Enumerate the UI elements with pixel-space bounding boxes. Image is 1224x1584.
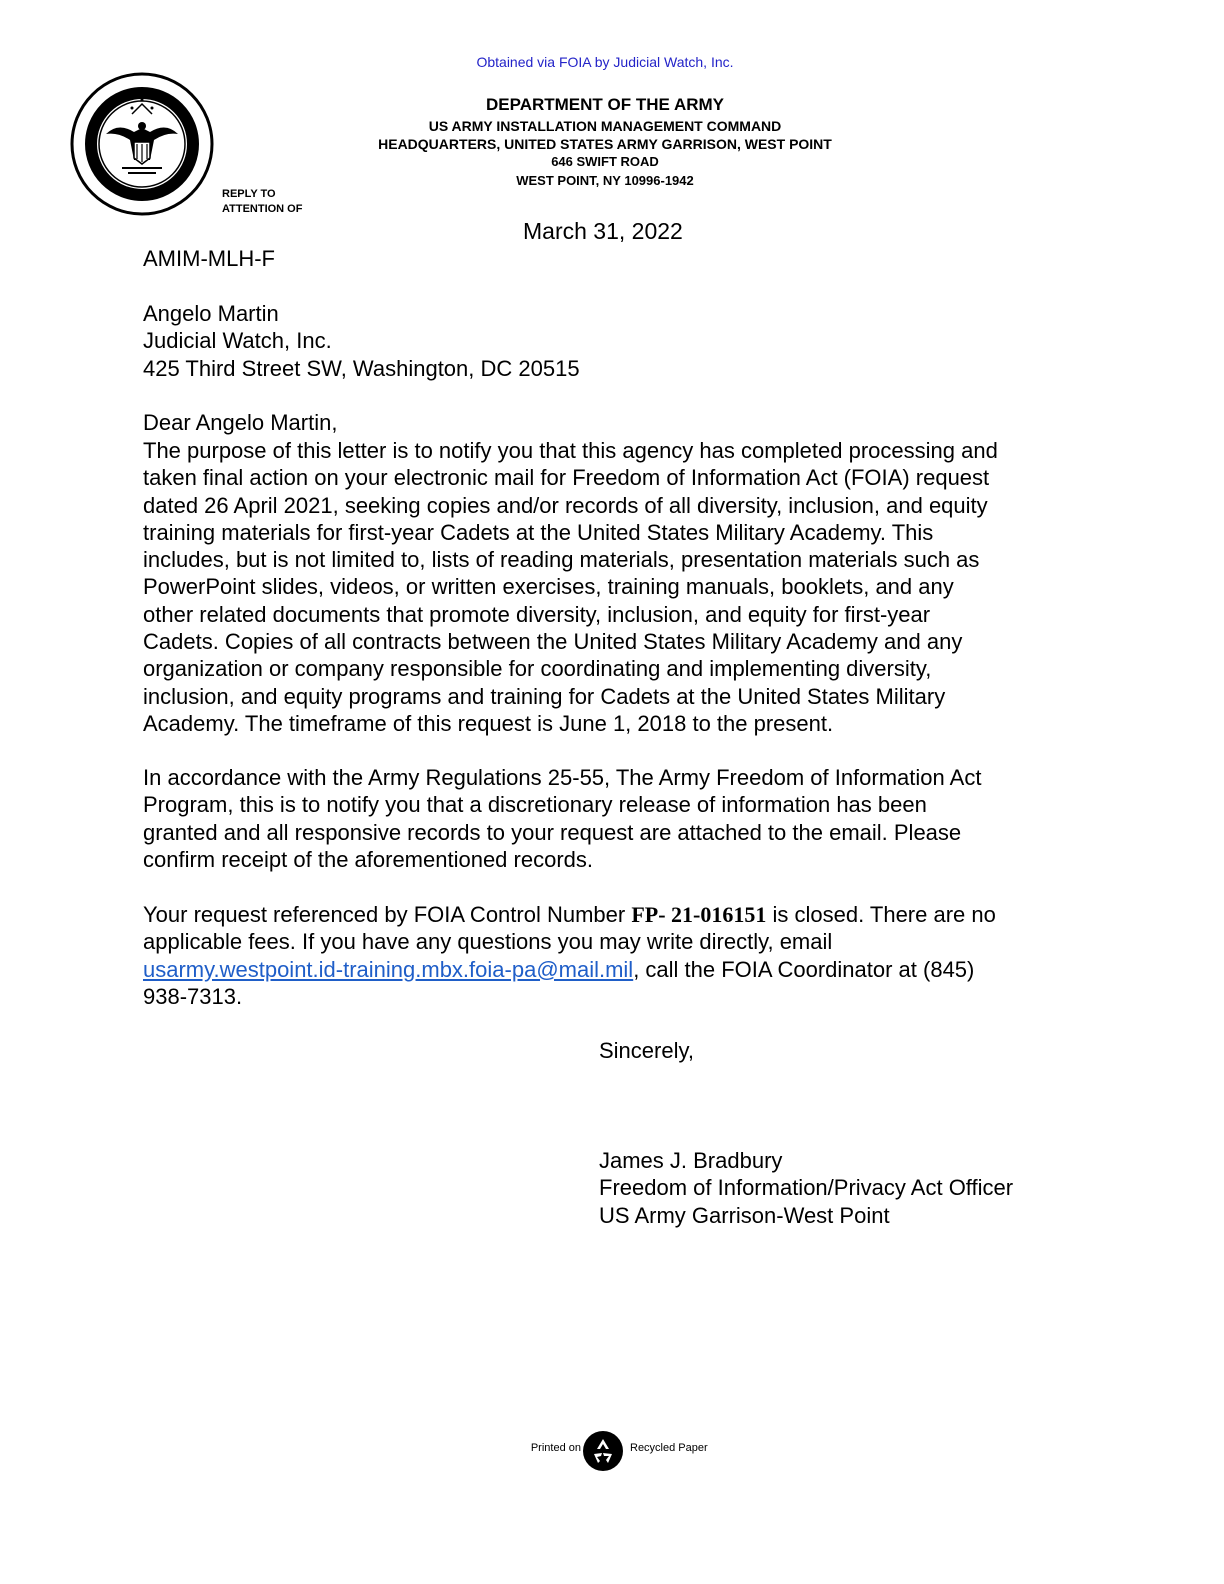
signer-title: Freedom of Information/Privacy Act Officer — [599, 1175, 1014, 1201]
paragraph-line: PowerPoint slides, videos, or written exercises, training manuals, booklets, and any — [143, 574, 954, 600]
paragraph-line: includes, but is not limited to, lists of reading materials, presentation materials such as — [143, 547, 980, 573]
control-number-suffix: is closed. There are no — [766, 902, 996, 927]
letterhead-line-2: US ARMY INSTALLATION MANAGEMENT COMMAND — [428, 118, 782, 134]
paragraph-line: 938-7313. — [143, 983, 243, 1009]
paragraph-line: dated 26 April 2021, seeking copies and/or records of all diversity, inclusion, and equity — [143, 492, 988, 518]
letterhead-line-1: DEPARTMENT OF THE ARMY — [486, 95, 724, 114]
paragraph-line: The purpose of this letter is to notify you that this agency has completed processing and — [143, 438, 998, 463]
closing: Sincerely, — [599, 1038, 694, 1063]
paragraph-line — [143, 956, 1083, 983]
paragraph-line: Cadets. Copies of all contracts between the United States Military Academy and any — [143, 629, 963, 655]
paragraph-line: taken final action on your electronic mail for Freedom of Information Act (FOIA) request — [143, 465, 990, 491]
control-number-prefix: Your request referenced by FOIA Control Number — [143, 902, 632, 927]
salutation: Dear Angelo Martin, — [143, 410, 338, 435]
paragraph-regulations — [143, 764, 1083, 873]
recipient-organization: Judicial Watch, Inc. — [143, 328, 332, 354]
letter-date: March 31, 2022 — [523, 218, 683, 244]
foia-control-number: FP- 21-016151 — [631, 902, 767, 927]
reply-to-line-1: REPLY TO — [222, 188, 276, 200]
paragraph-line: inclusion, and equity programs and training for Cadets at the United States Military — [143, 683, 946, 709]
signer-unit: US Army Garrison-West Point — [599, 1202, 890, 1228]
reply-to-label — [222, 187, 302, 217]
foia-watermark: Obtained via FOIA by Judicial Watch, Inc. — [476, 54, 734, 70]
letterhead-line-3: HEADQUARTERS, UNITED STATES ARMY GARRISON, WEST POINT — [378, 136, 832, 152]
signer-name: James J. Bradbury — [599, 1148, 783, 1173]
recycled-paper-footer — [0, 1430, 1224, 1470]
paragraph-purpose — [143, 437, 1083, 737]
paragraph-line: organization or company responsible for coordinating and implementing diversity, — [143, 656, 932, 682]
foia-email-link[interactable]: usarmy.westpoint.id-training.mbx.foia-pa@mail.mil — [143, 956, 634, 982]
recipient-address-block — [143, 300, 580, 382]
paragraph-line: confirm receipt of the aforementioned records. — [143, 846, 594, 872]
printed-on-label: Printed on — [530, 1442, 581, 1454]
paragraph-line: other related documents that promote diversity, inclusion, and equity for first-year — [143, 601, 931, 627]
paragraph-line — [143, 901, 1083, 928]
coordinator-phone-text: , call the FOIA Coordinator at (845) — [633, 956, 975, 982]
office-symbol: AMIM-MLH-F — [143, 246, 275, 271]
letterhead-line-5: WEST POINT, NY 10996-1942 — [516, 173, 694, 188]
signature-block — [599, 1147, 1013, 1229]
recycle-icon — [582, 1430, 624, 1472]
paragraph-line: Program, this is to notify you that a discretionary release of information has been — [143, 792, 927, 818]
paragraph-line: In accordance with the Army Regulations 25-55, The Army Freedom of Information Act — [143, 765, 982, 790]
paragraph-line: granted and all responsive records to your request are attached to the email. Please — [143, 819, 962, 845]
letterhead-line-4: 646 SWIFT ROAD — [551, 154, 659, 169]
paragraph-line: applicable fees. If you have any questions you may write directly, email — [143, 929, 833, 955]
paragraph-line: training materials for first-year Cadets at the United States Military Academy. This — [143, 519, 934, 545]
recipient-name: Angelo Martin — [143, 301, 279, 326]
reply-to-line-2: ATTENTION OF — [222, 203, 303, 215]
recipient-street-address: 425 Third Street SW, Washington, DC 20515 — [143, 355, 580, 381]
paragraph-closure-notice — [143, 901, 1083, 1010]
recycled-paper-label: Recycled Paper — [630, 1442, 708, 1454]
paragraph-line: Academy. The timeframe of this request is June 1, 2018 to the present. — [143, 710, 834, 736]
